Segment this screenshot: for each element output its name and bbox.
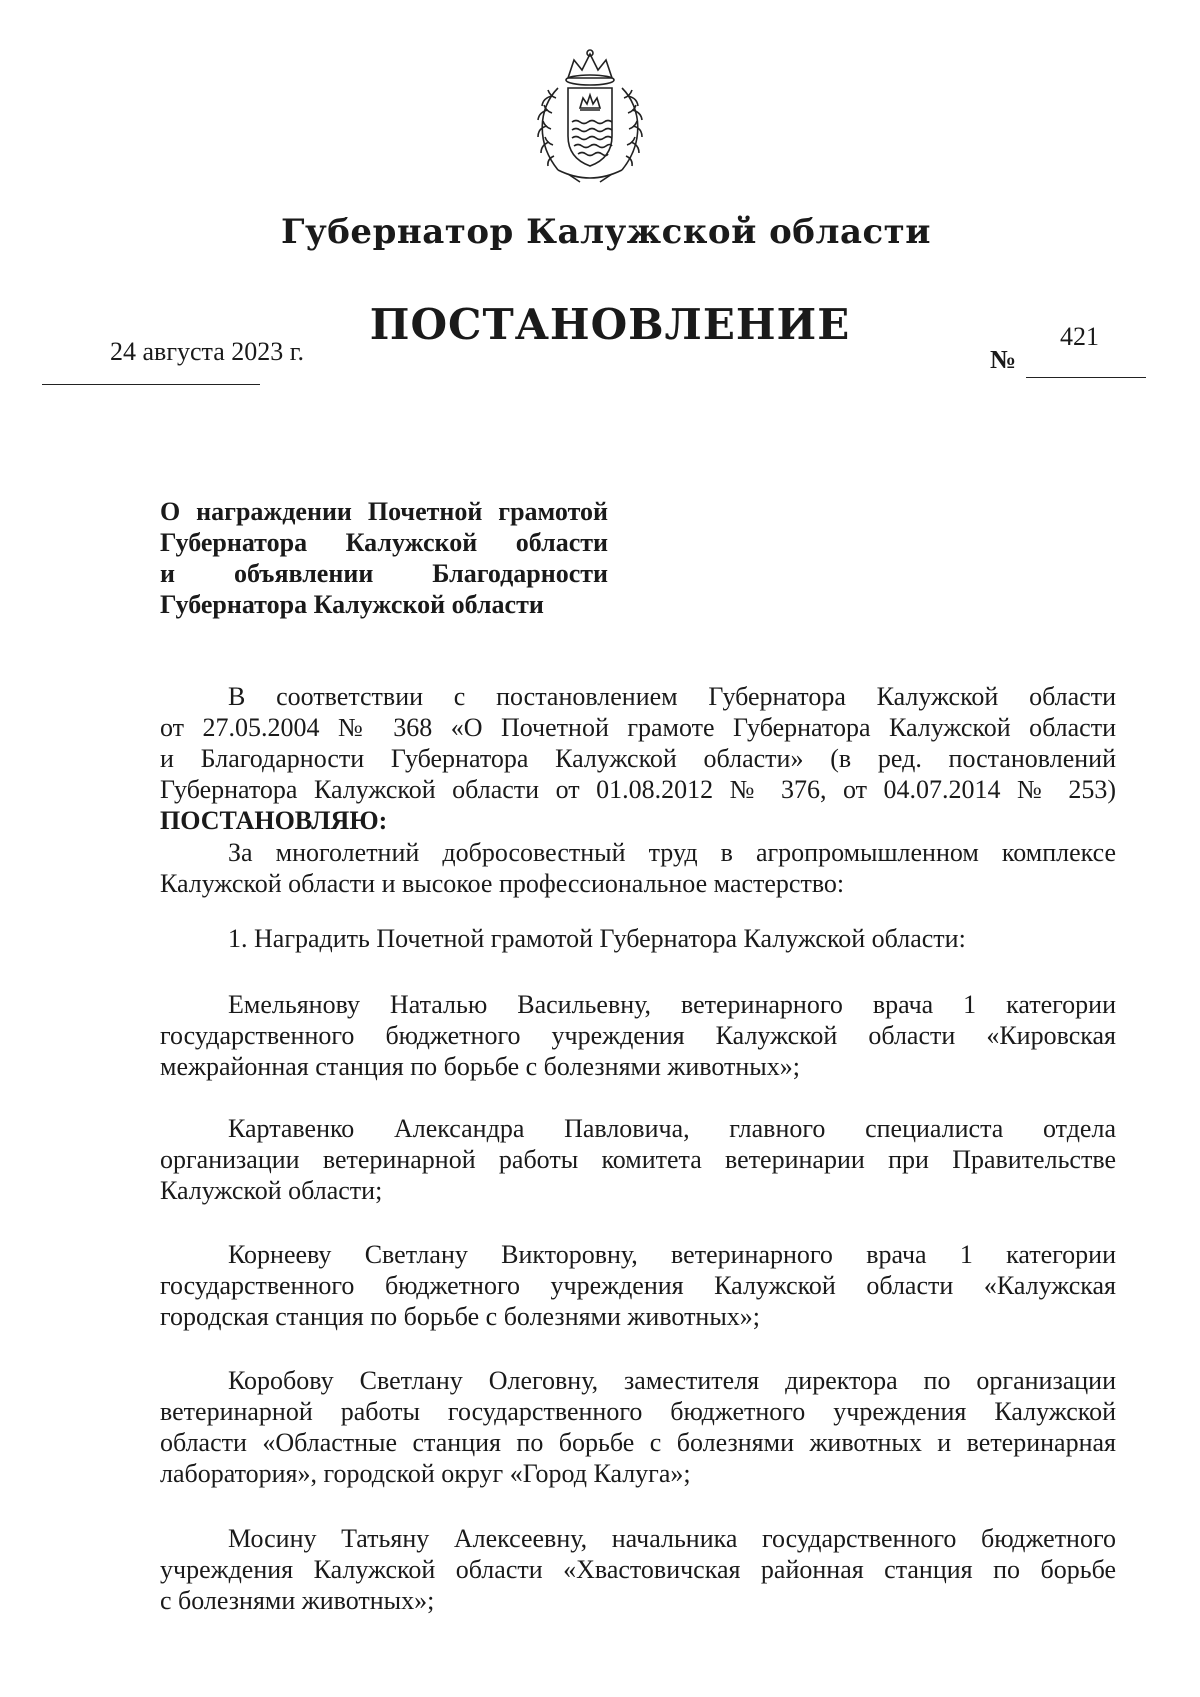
document-number: 421 xyxy=(1060,322,1099,351)
awardee-line: лаборатория», городской округ «Город Калуга»; xyxy=(160,1459,691,1488)
subject-line: Губернатора Калужской области xyxy=(160,590,544,619)
issuing-authority: Губернатор Калужской области xyxy=(281,212,931,252)
award-item-heading: 1. Наградить Почетной грамотой Губернатора Калужской области: xyxy=(228,924,966,953)
awardee-line: области «Областные станция по борьбе с болезнями животных и ветеринарная xyxy=(160,1428,1116,1457)
awardee-line: учреждения Калужской области «Хвастовичская районная станция по борьбе xyxy=(160,1555,1116,1584)
awardee-line: Емельянову Наталью Васильевну, ветеринарного врача 1 категории xyxy=(228,990,1116,1019)
reason-line: За многолетний добросовестный труд в агропромышленном комплексе xyxy=(228,838,1116,867)
awardee-line: государственного бюджетного учреждения Калужской области «Калужская xyxy=(160,1271,1116,1300)
document-date: 24 августа 2023 г. xyxy=(110,337,304,366)
awardee-line: межрайонная станция по борьбе с болезнями животных»; xyxy=(160,1052,800,1081)
subject-line: Губернатора Калужской области xyxy=(160,528,608,557)
subject-line: О награждении Почетной грамотой xyxy=(160,497,608,526)
awardee-line: Корнееву Светлану Викторовну, ветеринарного врача 1 категории xyxy=(228,1240,1116,1269)
coat-of-arms-icon xyxy=(528,48,652,188)
awardee-line: ветеринарной работы государственного бюджетного учреждения Калужской xyxy=(160,1397,1116,1426)
preamble-line: В соответствии с постановлением Губернатора Калужской области xyxy=(228,682,1116,711)
awardee-line: Мосину Татьяну Алексеевну, начальника государственного бюджетного xyxy=(228,1524,1116,1553)
subject-line: и объявлении Благодарности xyxy=(160,559,608,588)
awardee-line: Коробову Светлану Олеговну, заместителя директора по организации xyxy=(228,1366,1116,1395)
awardee-line: организации ветеринарной работы комитета ветеринарии при Правительстве xyxy=(160,1145,1116,1174)
awardee-line: государственного бюджетного учреждения Калужской области «Кировская xyxy=(160,1021,1116,1050)
number-underline xyxy=(1026,377,1146,378)
preamble-line: и Благодарности Губернатора Калужской области» (в ред. постановлений xyxy=(160,744,1116,773)
decree-word: ПОСТАНОВЛЯЮ: xyxy=(160,806,388,835)
awardee-line: Калужской области; xyxy=(160,1176,383,1205)
awardee-line: Картавенко Александра Павловича, главного специалиста отдела xyxy=(228,1114,1116,1143)
preamble-line: от 27.05.2004 № 368 «О Почетной грамоте Губернатора Калужской области xyxy=(160,713,1116,742)
number-label: № xyxy=(990,345,1017,374)
document-type-title: ПОСТАНОВЛЕНИЕ xyxy=(369,300,851,349)
reason-line: Калужской области и высокое профессиональное мастерство: xyxy=(160,869,845,898)
preamble-line: Губернатора Калужской области от 01.08.2012 № 376, от 04.07.2014 № 253) xyxy=(160,775,1116,804)
date-underline xyxy=(42,384,260,385)
awardee-line: городская станция по борьбе с болезнями животных»; xyxy=(160,1302,761,1331)
document-subject xyxy=(160,496,608,620)
awardee-line: с болезнями животных»; xyxy=(160,1586,435,1615)
